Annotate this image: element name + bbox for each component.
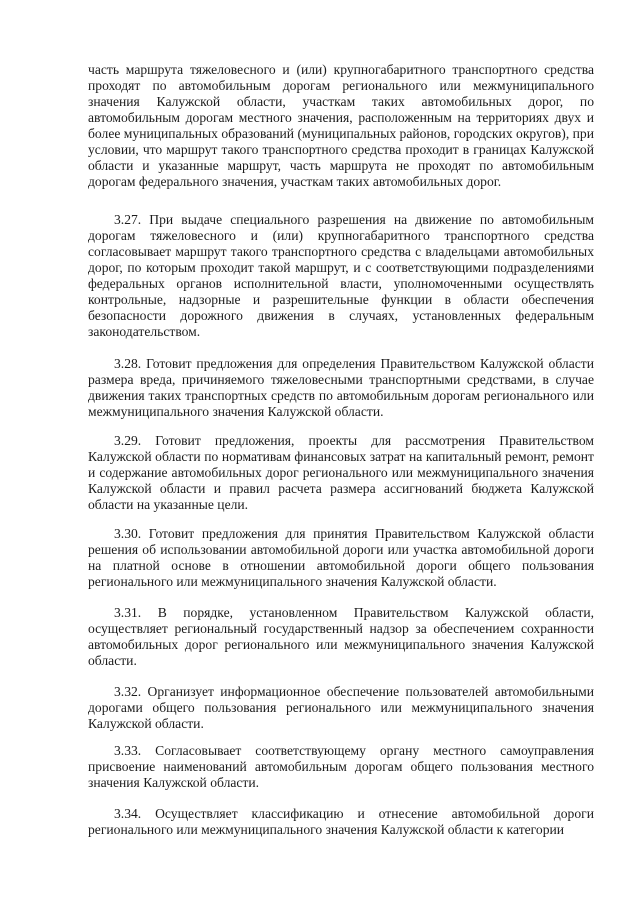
paragraph-text: 3.33. Согласовывает соответствующему органу местного самоуправления присвоение наименований автомобильным дорогам общего пользования местного значения Калужской области. — [88, 743, 594, 790]
paragraph-text: 3.34. Осуществляет классификацию и отнесение автомобильной дороги регионального или межмуниципального значения Калужской области к категории — [88, 806, 594, 837]
paragraph-3-27 — [88, 212, 594, 340]
paragraph-3-28 — [88, 356, 594, 420]
paragraph-text: 3.32. Организует информационное обеспечение пользователей автомобильными дорогами общего пользования регионального или межмуниципального значения Калужской области. — [88, 684, 594, 731]
paragraph-3-31 — [88, 605, 594, 669]
paragraph-3-33 — [88, 743, 594, 791]
paragraph-continuation — [88, 62, 594, 190]
paragraph-text: 3.29. Готовит предложения, проекты для рассмотрения Правительством Калужской области по нормативам финансовых затрат на капитальный ремонт, ремонт и содержание автомобильных дорог регионального или межмуниципального значения Калужской области и правил расчета размера ассигнований бюджета Калужской области на указанные цели. — [88, 433, 594, 512]
paragraph-text: 3.27. При выдаче специального разрешения на движение по автомобильным дорогам тяжеловесного и (или) крупногабаритного транспортного средства согласовывает маршрут такого транспортного средства с владельцами автомобильных дорог, по которым проходит такой маршрут, и с соответствующими подразделениями федеральных органов исполнительной власти, уполномоченными осуществлять контрольные, надзорные и разрешительные функции в области обеспечения безопасности дорожного движения в случаях, установленных федеральным законодательством. — [88, 212, 594, 339]
paragraph-text: 3.31. В порядке, установленном Правительством Калужской области, осуществляет региональный государственный надзор за обеспечением сохранности автомобильных дорог регионального или межмуниципального значения Калужской области. — [88, 605, 594, 668]
paragraph-3-29 — [88, 433, 594, 513]
paragraph-text: часть маршрута тяжеловесного и (или) крупногабаритного транспортного средства проходят по автомобильным дорогам регионального или межмуниципального значения Калужской области, участкам таких автомобильных дорог, по автомобильным дорогам местного значения, расположенным на территориях двух и более муниципальных образований (муниципальных районов, городских округов), при условии, что маршрут такого транспортного средства проходит в границах Калужской области и указанные маршрут, часть маршрута не проходят по автомобильным дорогам федерального значения, участкам таких автомобильных дорог. — [88, 62, 594, 189]
paragraph-3-30 — [88, 526, 594, 590]
paragraph-text: 3.28. Готовит предложения для определения Правительством Калужской области размера вреда, причиняемого тяжеловесными транспортными средствами, в случае движения таких транспортных средств по автомобильным дорогам регионального или межмуниципального значения Калужской области. — [88, 356, 594, 419]
paragraph-text: 3.30. Готовит предложения для принятия Правительством Калужской области решения об использовании автомобильной дороги или участка автомобильной дороги на платной основе в отношении автомобильной дороги общего пользования регионального или межмуниципального значения Калужской области. — [88, 526, 594, 589]
paragraph-3-32 — [88, 684, 594, 732]
paragraph-3-34 — [88, 806, 594, 838]
